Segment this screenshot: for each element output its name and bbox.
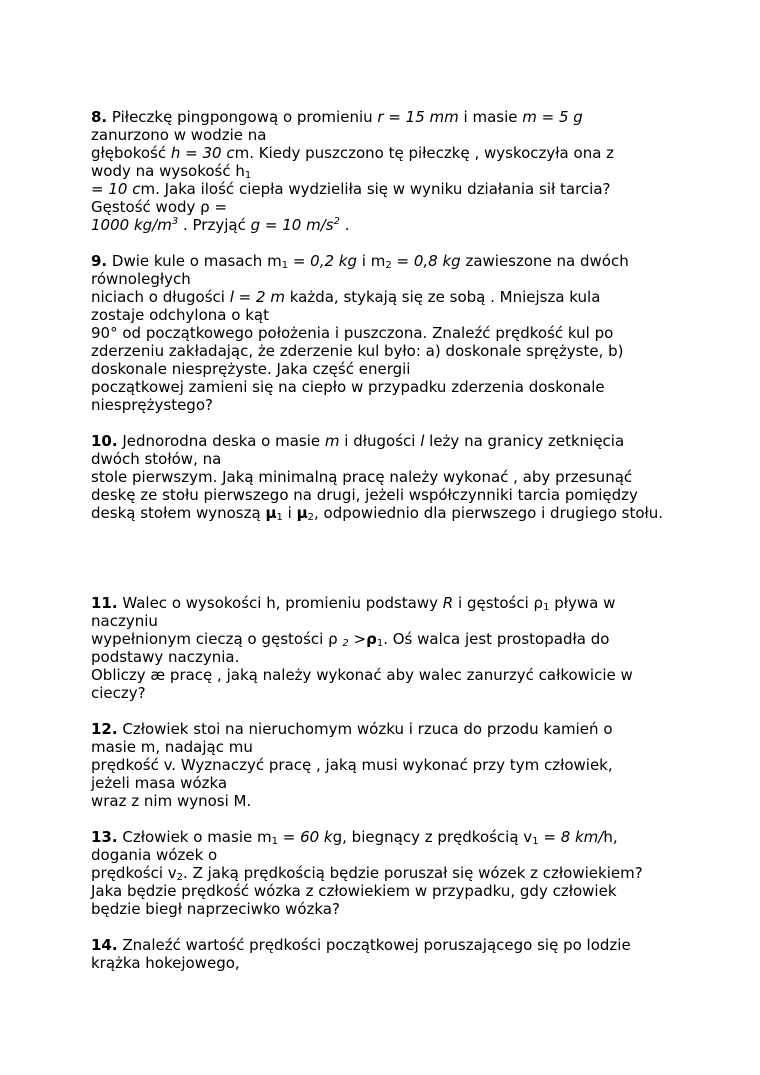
- document-page: [91, 108, 681, 972]
- problem-8-line-4: wody na wysokość h1: [91, 162, 252, 181]
- problem-8-line-3: głębokość h = 30 cm. Kiedy puszczono tę piłeczkę , wyskoczyła ona z: [91, 144, 615, 162]
- spacer: [91, 810, 681, 828]
- problem-9-line-8: początkowej zamieni się na ciepło w przypadku zderzenia doskonale: [91, 378, 605, 396]
- problem-12-line-1: 12. Człowiek stoi na nieruchomym wózku i rzuca do przodu kamień o: [91, 720, 613, 738]
- problem-number: 10.: [91, 432, 118, 450]
- spacer: [91, 522, 681, 594]
- spacer: [91, 702, 681, 720]
- problem-9-line-1: 9. Dwie kule o masach m1 = 0,2 kg i m2 = 0,8 kg zawieszone na dwóch: [91, 252, 629, 271]
- problem-10-line-4: deskę ze stołu pierwszego na drugi, jeżeli współczynniki tarcia pomiędzy: [91, 486, 638, 504]
- problem-9-line-3: niciach o długości l = 2 m każda, stykają się ze sobą . Mniejsza kula: [91, 288, 601, 306]
- problem-8-line-1: 8. Piłeczkę pingpongową o promieniu r = 15 mm i masie m = 5 g: [91, 108, 583, 126]
- problem-11-line-2: naczyniu: [91, 612, 158, 630]
- problem-8-line-6: Gęstość wody ρ =: [91, 198, 228, 216]
- problem-9: [91, 252, 681, 414]
- problem-13: [91, 828, 681, 918]
- problem-8: [91, 108, 681, 234]
- problem-12-line-2: masie m, nadając mu: [91, 738, 253, 756]
- problem-9-line-6: zderzeniu zakładając, że zderzenie kul było: a) doskonale sprężyste, b): [91, 342, 624, 360]
- problem-12-line-4: jeżeli masa wózka: [91, 774, 228, 792]
- problem-13-line-5: będzie biegł naprzeciwko wózka?: [91, 900, 340, 918]
- problem-8-line-2: zanurzono w wodzie na: [91, 126, 267, 144]
- problem-9-line-4: zostaje odchylona o kąt: [91, 306, 269, 324]
- problem-9-line-2: równoległych: [91, 270, 191, 288]
- problem-10-line-1: 10. Jednorodna deska o masie m i długości l leży na granicy zetknięcia: [91, 432, 625, 450]
- problem-13-line-2: dogania wózek o: [91, 846, 218, 864]
- problem-9-line-7: doskonale niesprężyste. Jaka część energii: [91, 360, 411, 378]
- spacer: [91, 918, 681, 936]
- problem-9-line-9: niesprężystego?: [91, 396, 213, 414]
- problem-13-line-4: Jaka będzie prędkość wózka z człowiekiem w przypadku, gdy człowiek: [91, 882, 617, 900]
- problem-number: 14.: [91, 936, 118, 954]
- problem-11-line-4: podstawy naczynia.: [91, 648, 240, 666]
- problem-11: [91, 594, 681, 702]
- spacer: [91, 414, 681, 432]
- problem-14-line-1: 14. Znaleźć wartość prędkości początkowej poruszającego się po lodzie: [91, 936, 631, 954]
- problem-number: 9.: [91, 252, 108, 270]
- problem-11-line-1: 11. Walec o wysokości h, promieniu podstawy R i gęstości ρ1 pływa w: [91, 594, 616, 613]
- problem-8-line-5: = 10 cm. Jaka ilość ciepła wydzieliła się w wyniku działania sił tarcia?: [91, 180, 611, 198]
- problem-12: [91, 720, 681, 810]
- spacer: [91, 234, 681, 252]
- problem-13-line-1: 13. Człowiek o masie m1 = 60 kg, biegnący z prędkością v1 = 8 km/h,: [91, 828, 618, 847]
- problem-11-line-3: wypełnionym cieczą o gęstości ρ 2 >ρ1. Oś walca jest prostopadła do: [91, 630, 610, 649]
- problem-14-line-2: krążka hokejowego,: [91, 954, 240, 972]
- problem-14: [91, 936, 681, 972]
- problem-13-line-3: prędkości v2. Z jaką prędkością będzie poruszał się wózek z człowiekiem?: [91, 864, 643, 883]
- problem-10-line-2: dwóch stołów, na: [91, 450, 222, 468]
- problem-10-line-3: stole pierwszym. Jaką minimalną pracę należy wykonać , aby przesunąć: [91, 468, 633, 486]
- problem-11-line-6: cieczy?: [91, 684, 146, 702]
- problem-number: 11.: [91, 594, 118, 612]
- problem-8-line-7: 1000 $kg/m^3$ . Przyjąć g = 10 $m/s^2$ .: [91, 216, 350, 234]
- problem-12-line-5: wraz z nim wynosi M.: [91, 792, 252, 810]
- problem-10-line-5: deską stołem wynoszą μ1 i μ2, odpowiednio dla pierwszego i drugiego stołu.: [91, 504, 664, 523]
- problem-number: 12.: [91, 720, 118, 738]
- problem-number: 8.: [91, 108, 108, 126]
- problem-10: [91, 432, 681, 522]
- problem-12-line-3: prędkość v. Wyznaczyć pracę , jaką musi wykonać przy tym człowiek,: [91, 756, 613, 774]
- problem-9-line-5: 90° od początkowego położenia i puszczona. Znaleźć prędkość kul po: [91, 324, 614, 342]
- problem-11-line-5: Obliczy æ pracę , jaką należy wykonać aby walec zanurzyć całkowicie w: [91, 666, 633, 684]
- problem-number: 13.: [91, 828, 118, 846]
